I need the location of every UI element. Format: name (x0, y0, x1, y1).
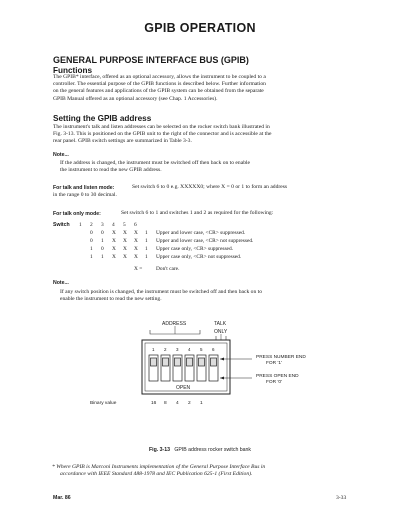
only-label: ONLY (214, 329, 228, 335)
binary-value: 8 (164, 401, 167, 406)
figure-title: GPIB address rocker switch bank (174, 447, 252, 453)
talk-only-text: Set switch 6 to 1 and switches 1 and 2 as required for the following: (121, 210, 274, 216)
switch-cell: 1 (145, 230, 148, 236)
binary-label: Binary value (90, 401, 117, 406)
text-line: If any switch position is changed, the instrument must be switched off and then back on to (60, 289, 263, 295)
binary-value: 4 (176, 401, 179, 406)
figure-number: Fig. 3-13 (148, 447, 170, 453)
figure-caption (0, 447, 400, 453)
switch-cell: 1 (101, 238, 104, 244)
switch-cell: 0 (101, 246, 104, 252)
switch-cell: X (134, 254, 138, 260)
switch-cell: 1 (145, 254, 148, 260)
note-label: Note... (53, 152, 69, 158)
rocker-switch-4 (185, 355, 194, 381)
footer-date: Mar. 86 (53, 495, 71, 501)
talk-listen-label: For talk and listen mode: (53, 185, 115, 191)
switch-desc: Upper case only, <CR> not suppressed. (156, 254, 242, 260)
switch-cell: X (112, 230, 116, 236)
switch-col-header: 5 (123, 222, 126, 228)
text-line: * Where GPIB is Marconi Instruments implementation of the General Purpose Interface Bus in (52, 464, 266, 470)
switch-number: 3 (176, 347, 179, 352)
switch-number: 4 (188, 347, 191, 352)
talk-listen-text: in the range 0 to 30 decimal. (53, 192, 117, 198)
text-line: The instrument's talk and listen addresses can be selected on the rocker switch bank illustrated in (53, 124, 270, 130)
binary-value: 1 (200, 401, 203, 406)
switch-cell: 1 (145, 246, 148, 252)
page-number: 3-33 (336, 495, 347, 501)
switch-cell: 1 (145, 238, 148, 244)
text-line: GPIB Manual offered as an optional accessory (see Chap. 1 Accessories). (53, 95, 218, 102)
x-meaning: Don't care. (156, 266, 180, 272)
switch-cell: 0 (101, 230, 104, 236)
switch-desc: Upper and lower case, <CR> suppressed. (156, 230, 246, 236)
text-line: If the address is changed, the instrument must be switched off then back on to enable (60, 160, 251, 166)
section-heading: GENERAL PURPOSE INTERFACE BUS (GPIB) (53, 55, 249, 65)
switch-number: 6 (212, 347, 215, 352)
switch-number: 1 (152, 347, 155, 352)
press-open-end-text: PRESS OPEN END (256, 374, 299, 379)
switch-desc: Upper case only, <CR> suppressed. (156, 246, 233, 252)
switch-col-header: 4 (112, 222, 115, 228)
text-line: enable the instrument to read the new setting. (60, 296, 162, 303)
switch-col-header: 6 (134, 222, 137, 228)
x-symbol: X = (134, 266, 143, 272)
talk-listen-text: Set switch 6 to 0 e.g. XXXXX0; where X = 0 or 1 to form an address (132, 184, 288, 190)
switch-cell: X (134, 238, 138, 244)
switch-col-header: 2 (90, 222, 93, 228)
footnote (52, 464, 382, 478)
switch-col-header: 3 (101, 222, 104, 228)
switch-cell: X (112, 254, 116, 260)
note-label: Note... (53, 280, 69, 286)
switch-cell: 1 (90, 246, 93, 252)
switch-cell: X (134, 246, 138, 252)
address-label: ADDRESS (162, 321, 187, 327)
rocker-switch-1 (149, 355, 158, 381)
rocker-switch-2 (161, 355, 170, 381)
press-number-end-text: PRESS NUMBER END (256, 355, 306, 360)
text-line: The GPIB* interface, offered as an optional accessory, allows the instrument to be coupled to a (53, 74, 266, 80)
text-line: on the general features and applications of the GPIB system can be obtained from the separate (53, 88, 264, 95)
rocker-switch-6 (209, 355, 218, 381)
switch-cell: X (123, 254, 127, 260)
switch-cell: X (134, 230, 138, 236)
switch-label: Switch (53, 222, 70, 228)
switch-cell: X (123, 238, 127, 244)
address-heading: Setting the GPIB address (53, 114, 152, 123)
switch-cell: X (112, 238, 116, 244)
switch-cell: 0 (90, 230, 93, 236)
switch-col-header: 1 (79, 222, 82, 228)
switch-cell: 0 (90, 238, 93, 244)
rocker-switch-5 (197, 355, 206, 381)
functions-heading: Functions (53, 66, 93, 75)
switch-cell: X (112, 246, 116, 252)
open-label: OPEN (176, 385, 191, 391)
text-line: controller. The essential purpose of the GPIB functions is described below. Further information (53, 81, 266, 88)
switch-cell: X (123, 246, 127, 252)
switch-desc: Upper and lower case, <CR> not suppressed. (156, 238, 254, 244)
switch-cell: X (123, 230, 127, 236)
press-open-end-text: FOR '0' (266, 380, 282, 385)
switch-number: 2 (164, 347, 167, 352)
press-number-end-text: FOR '1' (266, 361, 282, 366)
binary-value: 16 (151, 401, 157, 406)
text-line: accordance with IEEE Standard 488-1978 and IEC Publication 625-1 (First Edition). (60, 471, 253, 477)
page-title: GPIB OPERATION (144, 21, 256, 35)
talk-only-label: For talk only mode: (53, 211, 101, 217)
text-line: Fig. 3-13. This is positioned on the GPIB unit to the right of the connector and is accessible at the (53, 131, 272, 138)
talk-label: TALK (214, 321, 227, 327)
binary-value: 2 (188, 401, 191, 406)
rocker-switch-3 (173, 355, 182, 381)
switch-number: 5 (200, 347, 203, 352)
switch-cell: 1 (90, 254, 93, 260)
switch-cell: 1 (101, 254, 104, 260)
text-line: rear panel. GPIB switch settings are summarized in Table 3-3. (53, 138, 192, 145)
text-line: the instrument to read the new GPIB address. (60, 167, 162, 174)
